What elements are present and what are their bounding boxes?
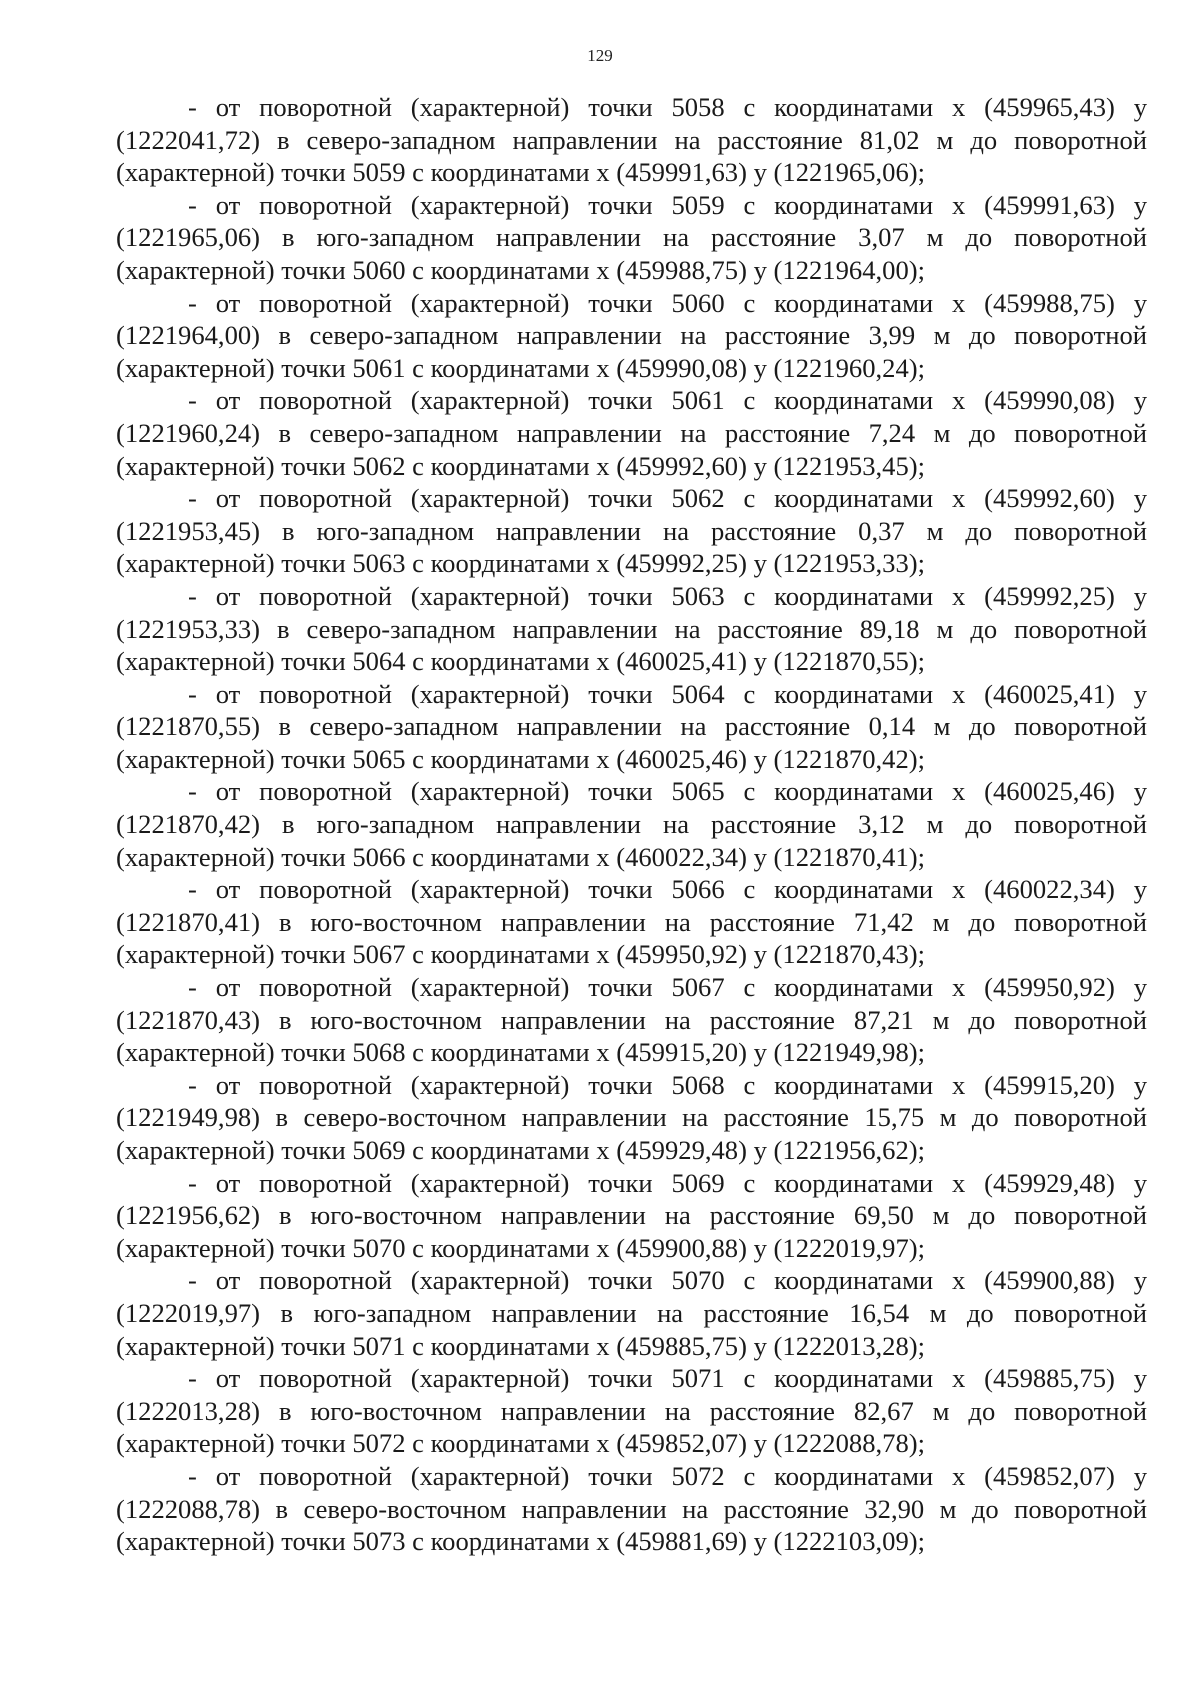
boundary-paragraph: - от поворотной (характерной) точки 5064 с координатами х (460025,41) у (1221870,55) в северо-западном направлении на расстояние 0,14 м до поворотной (характерной) точки 5065 с координатами х (460025,46) у (1221870,42); [116,678,1147,774]
boundary-paragraph: - от поворотной (характерной) точки 5072 с координатами х (459852,07) у (1222088,78) в северо-восточном направлении на расстояние 32,90 м до поворотной (характерной) точки 5073 с координатами х (459881,69) у (1222103,09); [116,1460,1147,1557]
page-number: 129 [587,46,613,65]
boundary-paragraph: - от поворотной (характерной) точки 5059 с координатами х (459991,63) у (1221965,06) в юго-западном направлении на расстояние 3,07 м до поворотной (характерной) точки 5060 с координатами х (459988,75) у (1221964,00); [116,189,1147,285]
boundary-paragraph: - от поворотной (характерной) точки 5065 с координатами х (460025,46) у (1221870,42) в юго-западном направлении на расстояние 3,12 м до поворотной (характерной) точки 5066 с координатами х (460022,34) у (1221870,41); [116,776,1147,872]
boundary-paragraph: - от поворотной (характерной) точки 5062 с координатами х (459992,60) у (1221953,45) в юго-западном направлении на расстояние 0,37 м до поворотной (характерной) точки 5063 с координатами х (459992,25) у (1221953,33); [116,483,1147,579]
boundary-paragraph: - от поворотной (характерной) точки 5071 с координатами х (459885,75) у (1222013,28) в юго-восточном направлении на расстояние 82,67 м до поворотной (характерной) точки 5072 с координатами х (459852,07) у (1222088,78); [116,1363,1147,1459]
boundary-paragraph: - от поворотной (характерной) точки 5069 с координатами х (459929,48) у (1221956,62) в юго-восточном направлении на расстояние 69,50 м до поворотной (характерной) точки 5070 с координатами х (459900,88) у (1222019,97); [116,1167,1147,1263]
boundary-paragraph: - от поворотной (характерной) точки 5058 с координатами х (459965,43) у (1222041,72) в северо-западном направлении на расстояние 81,02 м до поворотной (характерной) точки 5059 с координатами х (459991,63) у (1221965,06); [116,92,1147,188]
boundary-paragraph: - от поворотной (характерной) точки 5066 с координатами х (460022,34) у (1221870,41) в юго-восточном направлении на расстояние 71,42 м до поворотной (характерной) точки 5067 с координатами х (459950,92) у (1221870,43); [116,874,1147,970]
boundary-paragraph: - от поворотной (характерной) точки 5060 с координатами х (459988,75) у (1221964,00) в северо-западном направлении на расстояние 3,99 м до поворотной (характерной) точки 5061 с координатами х (459990,08) у (1221960,24); [116,287,1147,383]
boundary-paragraph: - от поворотной (характерной) точки 5063 с координатами х (459992,25) у (1221953,33) в северо-западном направлении на расстояние 89,18 м до поворотной (характерной) точки 5064 с координатами х (460025,41) у (1221870,55); [116,580,1147,677]
document-body [116,91,1147,1558]
boundary-paragraph: - от поворотной (характерной) точки 5061 с координатами х (459990,08) у (1221960,24) в северо-западном направлении на расстояние 7,24 м до поворотной (характерной) точки 5062 с координатами х (459992,60) у (1221953,45); [116,385,1147,481]
boundary-paragraph: - от поворотной (характерной) точки 5067 с координатами х (459950,92) у (1221870,43) в юго-восточном направлении на расстояние 87,21 м до поворотной (характерной) точки 5068 с координатами х (459915,20) у (1221949,98); [116,972,1147,1068]
boundary-paragraph: - от поворотной (характерной) точки 5068 с координатами х (459915,20) у (1221949,98) в северо-восточном направлении на расстояние 15,75 м до поворотной (характерной) точки 5069 с координатами х (459929,48) у (1221956,62); [116,1069,1147,1165]
boundary-paragraph: - от поворотной (характерной) точки 5070 с координатами х (459900,88) у (1222019,97) в юго-западном направлении на расстояние 16,54 м до поворотной (характерной) точки 5071 с координатами х (459885,75) у (1222013,28); [116,1265,1147,1361]
